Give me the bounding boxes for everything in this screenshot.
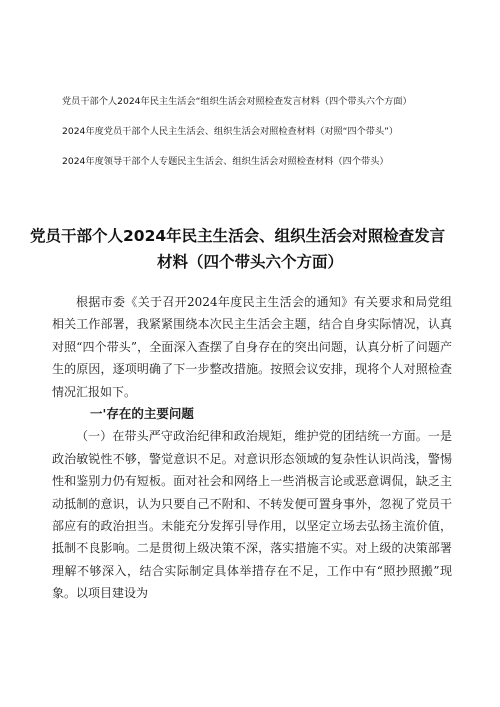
related-document-link[interactable]: 2024年度领导干部个人专题民主生活会、组织生活会对照检查材料（四个带头） [62,156,389,167]
document-title-line-1: 党员干部个人2024年民主生活会、组织生活会对照检查发言 [30,227,446,245]
section-paragraph: （一）在带头严守政治纪律和政治规矩，维护党的团结统一方面。一是政治敏锐性不够，警觉意识不足。对意识形态领域的复杂性认识尚浅，警惕性和鉴别力仍有短板。面对社会和网络上一些消极言论或恶意调侃，缺乏主动抵制的意识，认为只要自己不附和、不转发便可置身事外，忽视了党员干部应有的政治担当。未能充分发挥引导作用，以坚定立场去弘扬主流价值，抵制不良影响。二是贯彻上级决策不深，落实措施不实。对上级的决策部署理解不够深入，结合实际制定具体举措存在不足，工作中有“照抄照搬”现象。以项目建设为 [52,429,452,601]
related-documents-list [62,96,462,186]
document-body [52,291,452,605]
related-document-link[interactable]: 党员干部个人2024年民主生活会“组织生活会对照检查发言材料（四个带头六个方面） [62,96,412,107]
intro-paragraph: 根据市委《关于召开2024年度民主生活会的通知》有关要求和局党组相关工作部署，我紧紧围绕本次民主生活会主题，结合自身实际情况，认真对照“四个带头”，全面深入查摆了自身存在的突出问题，认真分析了问题产生的原因，逐项明确了下一步整改措施。按照会议安排，现将个人对照检查情况汇报如下。 [52,295,452,399]
document-title-line-2: 材料（四个带头六个方面） [156,253,343,271]
document-title [30,223,470,275]
related-document-link[interactable]: 2024年度党员干部个人民主生活会、组织生活会对照检查材料（对照“四个带头”） [62,126,399,137]
section-heading: 一'存在的主要问题 [90,406,194,422]
